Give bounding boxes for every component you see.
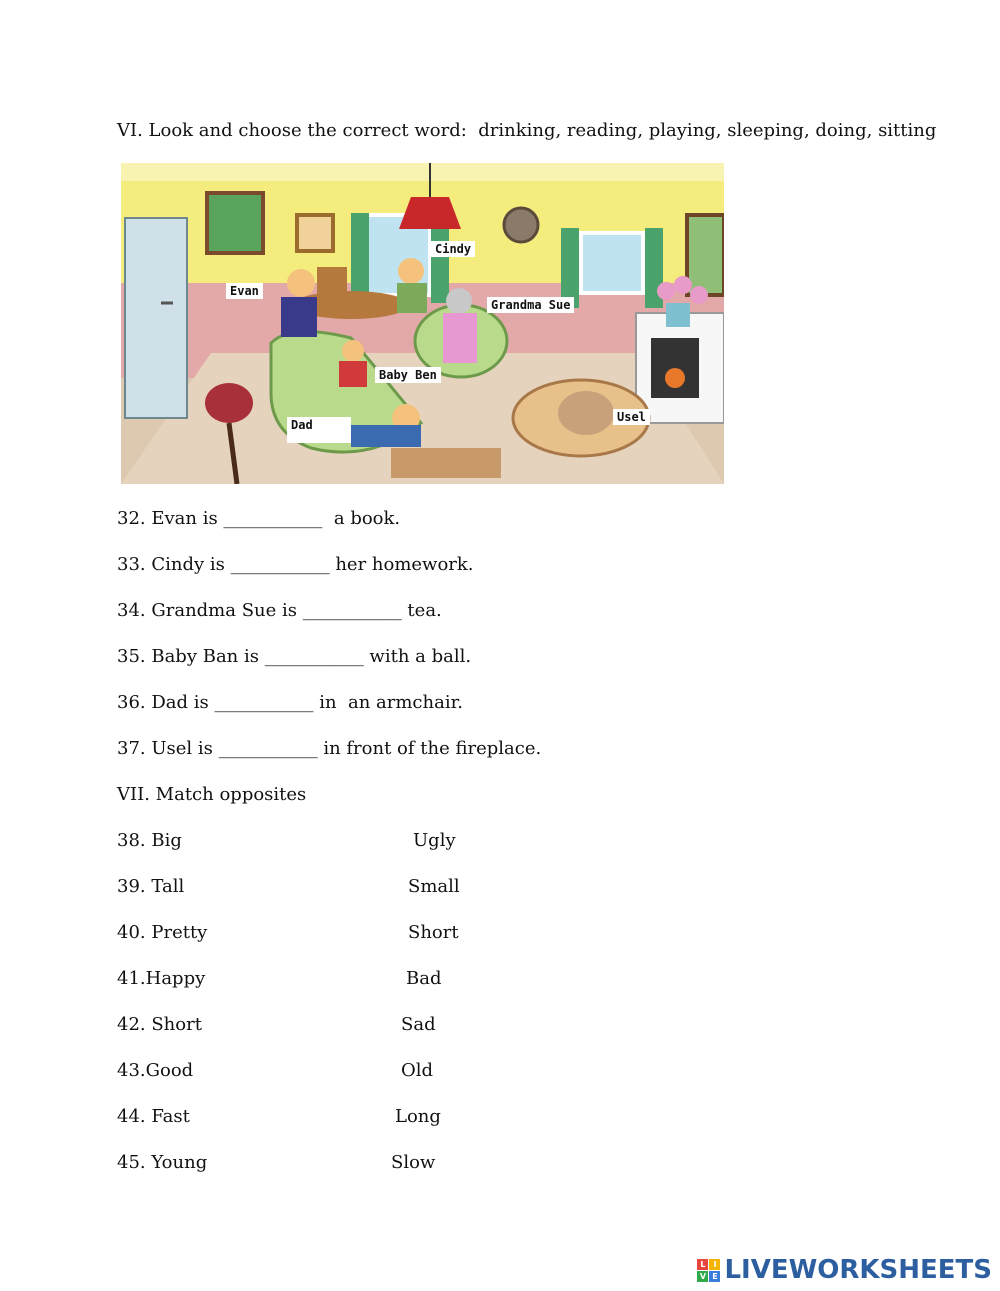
match-left-43: 43.Good (117, 1060, 194, 1081)
label-grandma-sue: Grandma Sue (487, 297, 574, 313)
match-left-41: 41.Happy (117, 968, 206, 989)
label-usel: Usel (613, 409, 650, 425)
match-right-bad: Bad (406, 968, 442, 989)
liveworksheets-logo[interactable] (697, 1255, 992, 1285)
match-right-old: Old (401, 1060, 434, 1081)
logo-blocks-icon: L I V E (697, 1259, 720, 1282)
label-baby-ben: Baby Ben (375, 367, 441, 383)
match-right-ugly: Ugly (413, 830, 456, 851)
living-room-drawing (121, 163, 724, 484)
label-cindy: Cindy (431, 241, 475, 257)
living-room-illustration (121, 163, 724, 484)
match-right-long: Long (395, 1106, 441, 1127)
match-left-42: 42. Short (117, 1014, 202, 1035)
question-35: 35. Baby Ban is ___________ with a ball. (117, 646, 472, 667)
question-34: 34. Grandma Sue is ___________ tea. (117, 600, 442, 621)
question-32: 32. Evan is ___________ a book. (117, 508, 401, 529)
match-right-short: Short (408, 922, 459, 943)
match-right-small: Small (408, 876, 460, 897)
question-37: 37. Usel is ___________ in front of the fireplace. (117, 738, 542, 759)
question-36: 36. Dad is ___________ in an armchair. (117, 692, 463, 713)
match-left-44: 44. Fast (117, 1106, 190, 1127)
label-evan: Evan (226, 283, 263, 299)
section-6-title: VI. Look and choose the correct word: drinking, reading, playing, sleeping, doing, sitting (117, 120, 937, 141)
match-left-45: 45. Young (117, 1152, 208, 1173)
match-left-38: 38. Big (117, 830, 182, 851)
logo-text: LIVEWORKSHEETS (724, 1255, 992, 1285)
label-dad: Dad (287, 417, 351, 443)
match-left-39: 39. Tall (117, 876, 185, 897)
match-right-sad: Sad (401, 1014, 436, 1035)
match-left-40: 40. Pretty (117, 922, 208, 943)
question-33: 33. Cindy is ___________ her homework. (117, 554, 474, 575)
match-right-slow: Slow (391, 1152, 436, 1173)
section-7-title: VII. Match opposites (117, 784, 307, 805)
